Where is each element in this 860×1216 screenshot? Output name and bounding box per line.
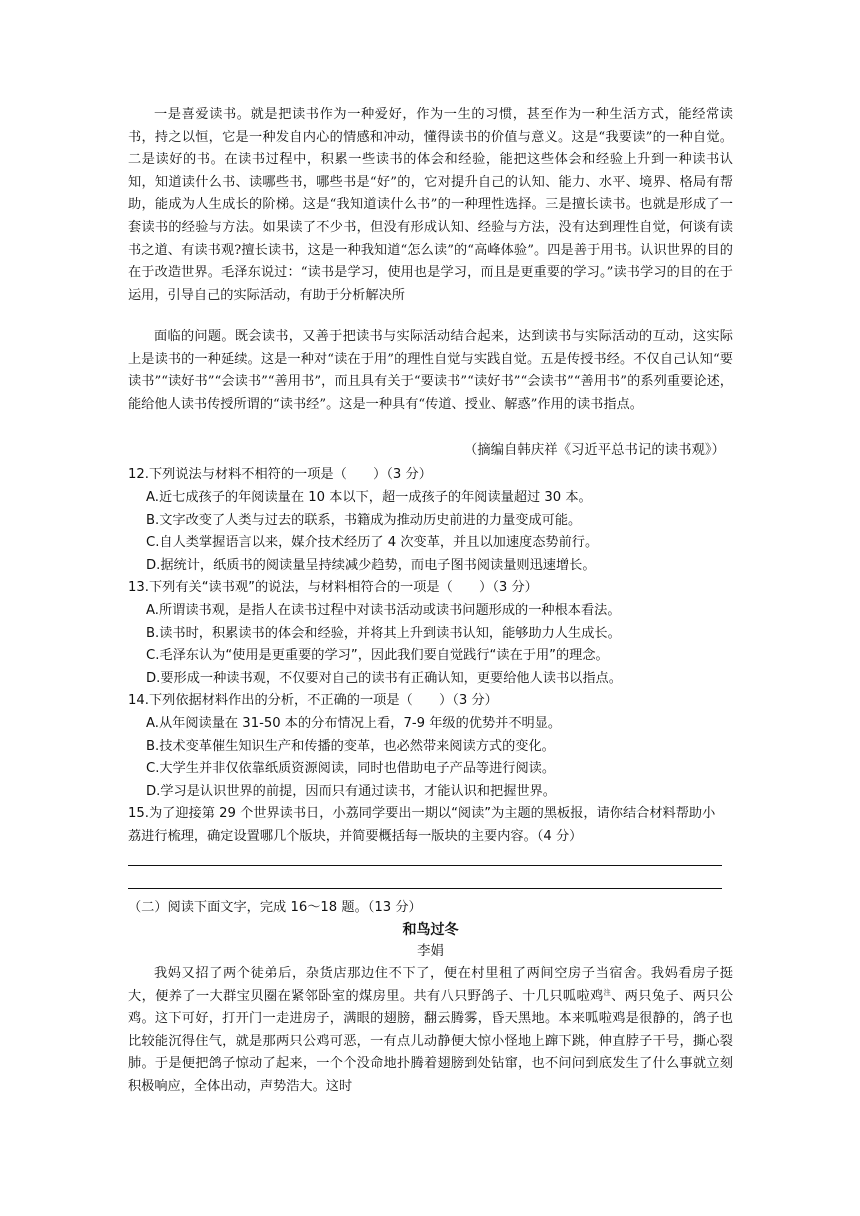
question-13-option-c[interactable]: C.毛泽东认为“使用是更重要的学习”，因此我们要自觉践行“读在于用”的理念。 — [146, 648, 609, 663]
question-13-option-a[interactable]: A.所谓读书观，是指人在读书过程中对读书活动或读书问题形成的一种根本看法。 — [146, 603, 621, 618]
footnote-marker: 注 — [603, 988, 612, 997]
answer-line-1[interactable] — [128, 865, 722, 866]
question-13-option-d[interactable]: D.要形成一种读书观，不仅要对自己的读书有正确认知，更要给他人读书以指点。 — [146, 671, 622, 686]
question-13-stem: 13.下列有关“读书观”的说法，与材料相符合的一项是（ ）（3 分） — [128, 580, 538, 595]
question-12-option-c[interactable]: C.自人类掌握语言以来，媒介技术经历了 4 次变革，并且以加速度态势前行。 — [146, 535, 599, 550]
answer-line-2[interactable] — [128, 888, 722, 889]
story-paragraph-1 — [128, 963, 733, 1099]
passage-paragraph-1: 一是喜爱读书。就是把读书作为一种爱好，作为一生的习惯，甚至作为一种生活方式，能经常读书，持之以恒，它是一种发自内心的情感和冲动，懂得读书的价值与意义。这是“我要读”的一种自觉。二是读好的书。在读书过程中，积累一些读书的体会和经验，能把这些体会和经验上升到一种读书认知，知道读什么书、读哪些书，哪些书是“好”的，它对提升自己的认知、能力、水平、境界、格局有帮助，能成为人生成长的阶梯。这是“我知道读什么书”的一种理性选择。三是擅长读书。也就是形成了一套读书的经验与方法。如果读了不少书，但没有形成认知、经验与方法，没有达到理性自觉，何谈有读书之道、有读书观?擅长读书，这是一种我知道“怎么读”的“高峰体验”。四是善于用书。认识世界的目的在于改造世界。毛泽东说过：“读书是学习，使用也是学习，而且是更重要的学习。”读书学习的目的在于运用，引导自己的实际活动，有助于分析解决所 — [128, 107, 733, 303]
story-text-part-2: 、两只兔子、两只公鸡。这下可好，打开门一走进房子，满眼的翅膀，翻云腾雾，昏天黑地。本来呱啦鸡是很静的，鸽子也比较能沉得住气，就是那两只公鸡可恶，一有点儿动静便大惊小怪地上蹿下跳，伸直脖子干号，撕心裂肺。于是便把鸽子惊动了起来，一个个没命地扑腾着翅膀到处钻窜，也不问问到底发生了什么事就立刻积极响应，全体出动，声势浩大。这时 — [128, 988, 734, 1094]
question-12-option-b[interactable]: B.文字改变了人类与过去的联系，书籍成为推动历史前进的力量变成可能。 — [146, 513, 582, 528]
question-13-option-b[interactable]: B.读书时，积累读书的体会和经验，并将其上升到读书认知，能够助力人生成长。 — [146, 626, 621, 641]
question-14-option-b[interactable]: B.技术变革催生知识生产和传播的变革，也必然带来阅读方式的变化。 — [146, 739, 555, 754]
passage-source: （摘编自韩庆祥《习近平总书记的读书观》） — [463, 443, 725, 458]
question-14-option-a[interactable]: A.从年阅读量在 31-50 本的分布情况上看，7-9 年级的优势并不明显。 — [146, 716, 562, 731]
question-14-stem: 14.下列依据材料作出的分析，不正确的一项是（ ）（3 分） — [128, 693, 498, 708]
section-2-heading: （二）阅读下面文字，完成 16～18 题。（13 分） — [128, 900, 422, 915]
story-title: 和鸟过冬 — [402, 922, 459, 938]
story-author: 李娟 — [417, 944, 444, 959]
question-14-option-c[interactable]: C.大学生并非仅依靠纸质资源阅读，同时也借助电子产品等进行阅读。 — [146, 761, 556, 776]
question-12-stem: 12.下列说法与材料不相符的一项是（ ）（3 分） — [128, 467, 432, 482]
question-12-option-a[interactable]: A.近七成孩子的年阅读量在 10 本以下，超一成孩子的年阅读量超过 30 本。 — [146, 490, 592, 505]
passage-paragraph-2: 面临的问题。既会读书，又善于把读书与实际活动结合起来，达到读书与实际活动的互动，这实际上是读书的一种延续。这是一种对“读在于用”的理性自觉与实践自觉。五是传授书经。不仅自己认知“要读书”“读好书”“会读书”“善用书”，而且具有关于“要读书”“读好书”“会读书”“善用书”的系列重要论述，能给他人读书传授所谓的“读书经”。这是一种具有“传道、授业、解惑”作用的读书指点。 — [128, 329, 733, 412]
question-12-option-d[interactable]: D.据统计，纸质书的阅读量呈持续减少趋势，而电子图书阅读量则迅速增长。 — [146, 558, 596, 573]
question-14-option-d[interactable]: D.学习是认识世界的前提，因而只有通过读书，才能认识和把握世界。 — [146, 784, 556, 799]
story-text-part-1: 我妈又招了两个徒弟后，杂货店那边住不下了，便在村里租了两间空房子当宿舍。我妈看房子挺大，便养了一大群宝贝圈在紧邻卧室的煤房里。共有八只野鸽子、十几只呱啦鸡 — [128, 966, 733, 1004]
question-15-stem: 15.为了迎接第 29 个世界读书日，小荔同学要出一期以“阅读”为主题的黑板报，请你结合材料帮助小荔进行梳理，确定设置哪几个版块，并简要概括每一版块的主要内容。（4 分） — [128, 806, 716, 844]
